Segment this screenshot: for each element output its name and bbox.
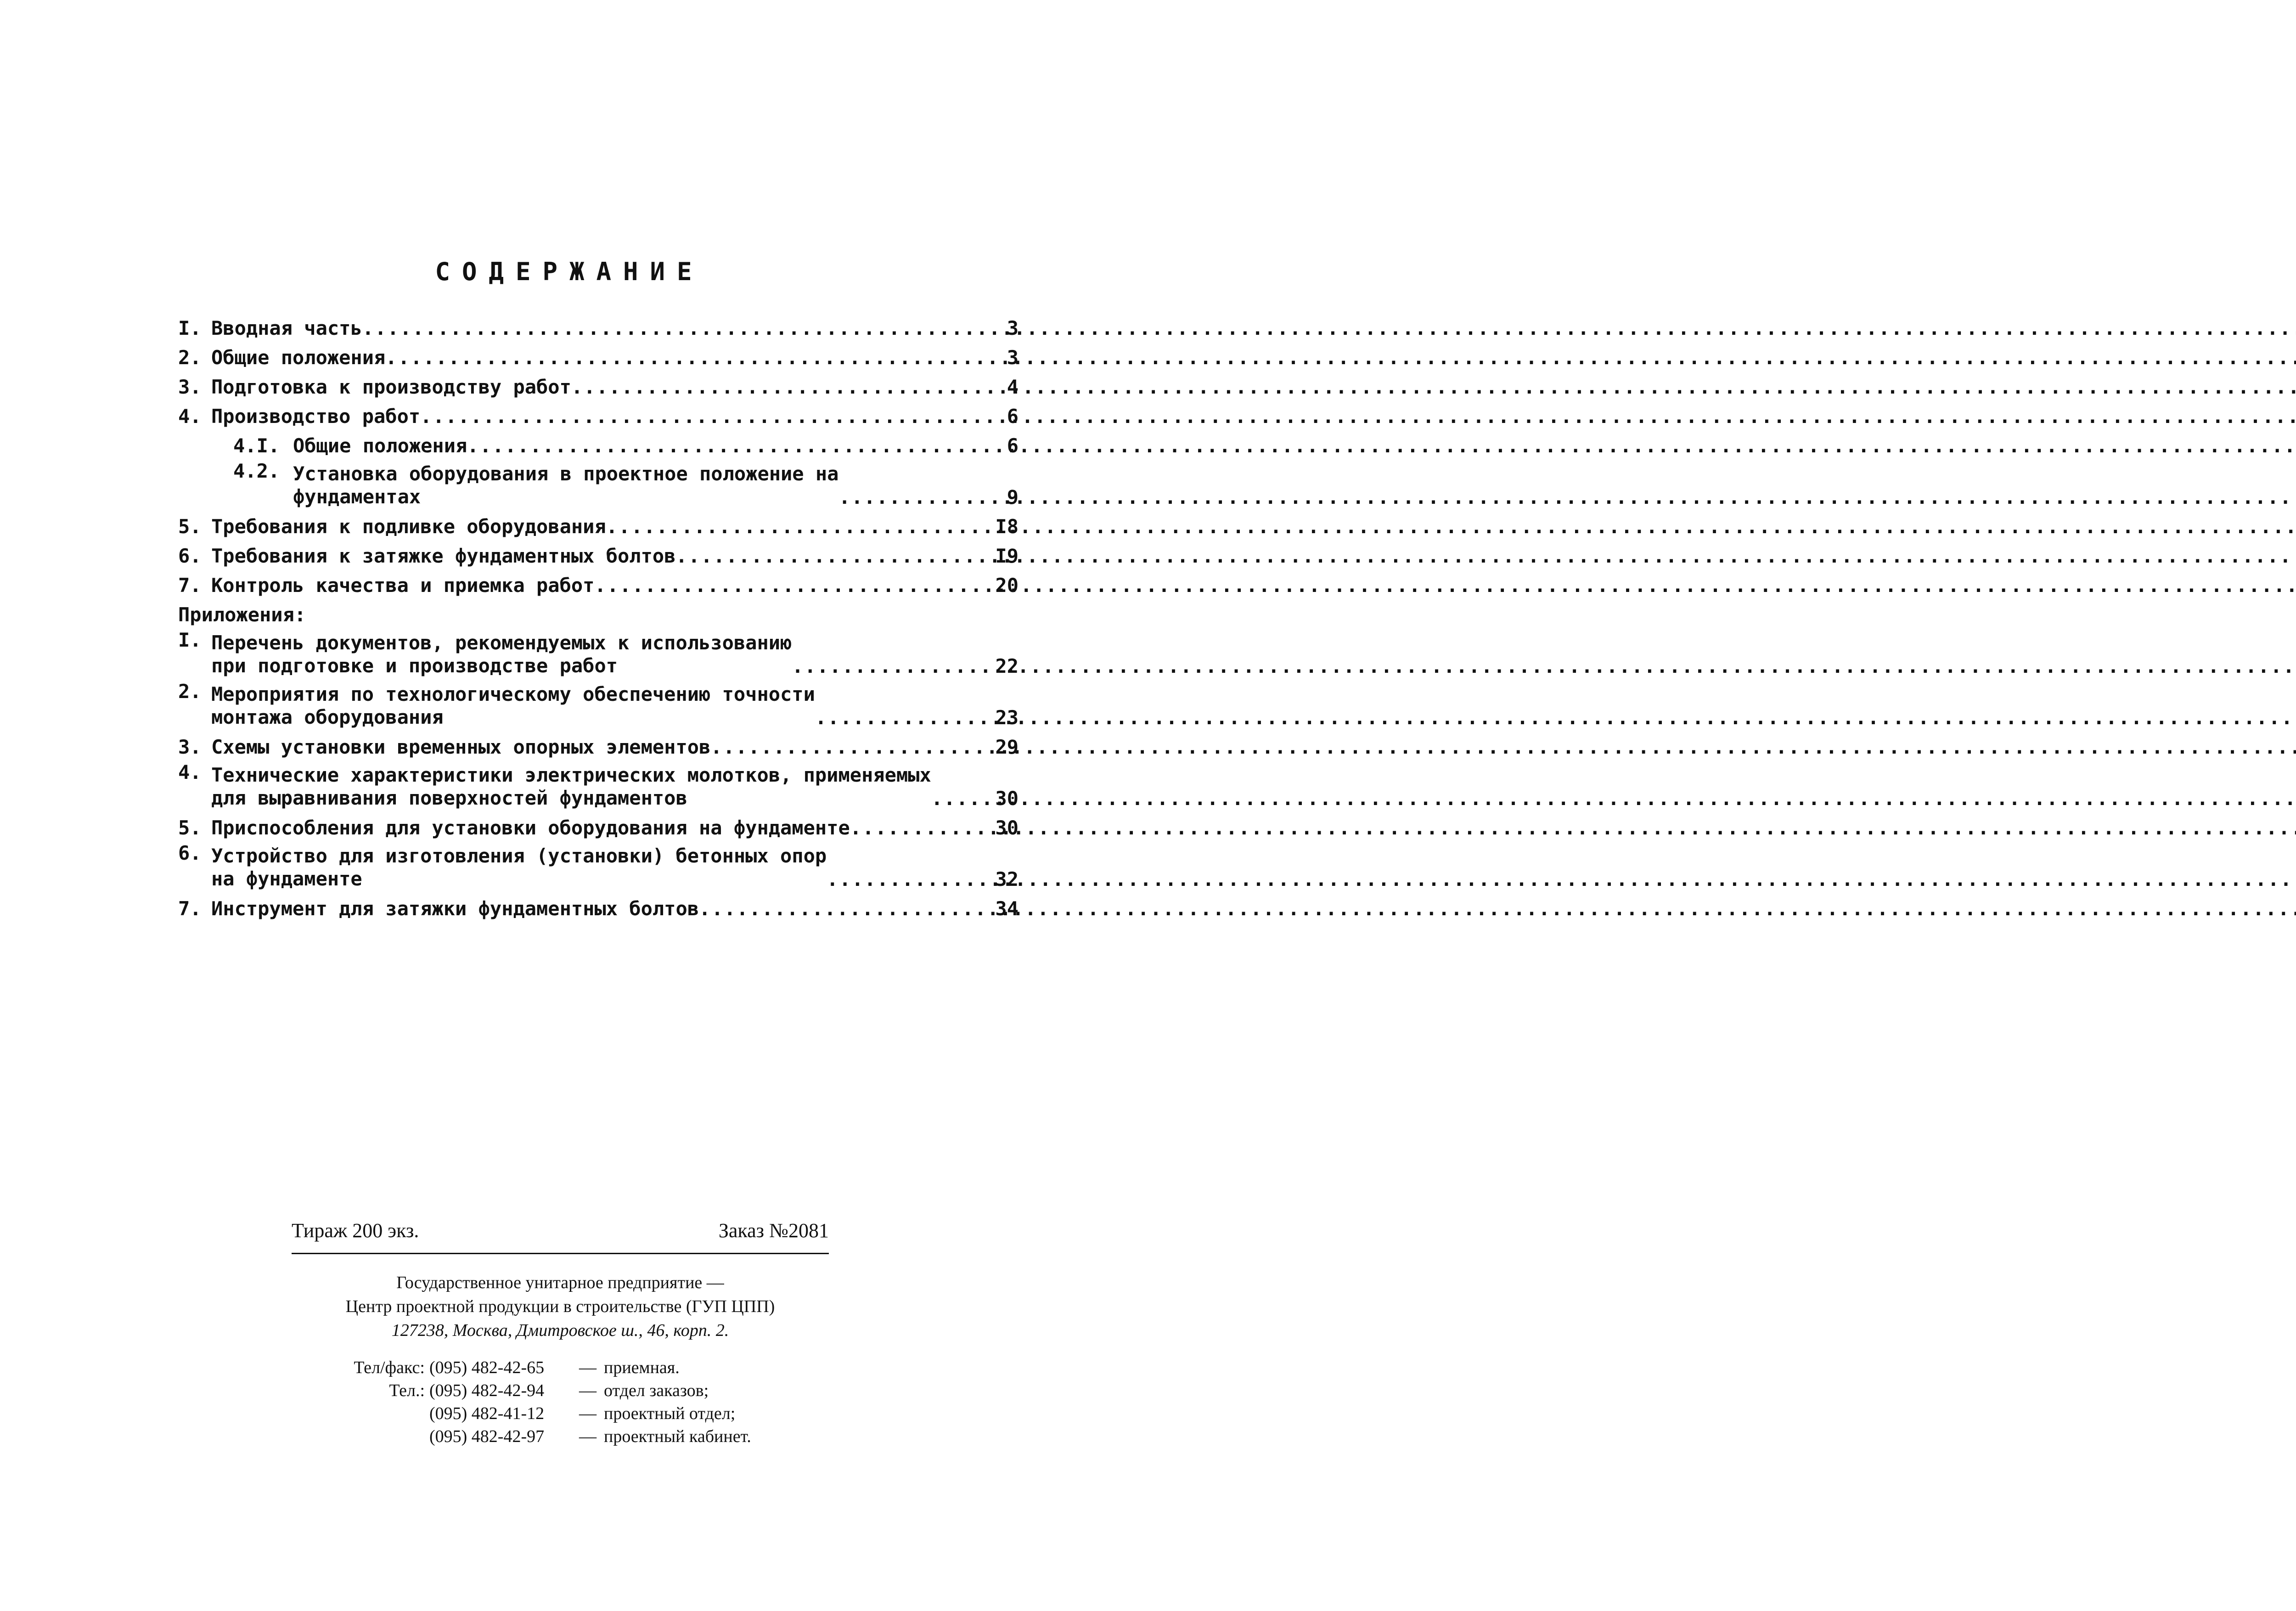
leader-dots xyxy=(815,706,2296,729)
appendix-entry xyxy=(178,626,1019,677)
contact-label xyxy=(292,1402,429,1425)
toc-entry xyxy=(178,310,1019,339)
toc-entry-page: 30 xyxy=(995,787,1019,810)
toc-entry-page: 23 xyxy=(995,706,1019,729)
leader-dots xyxy=(594,574,2296,597)
toc-title: СОДЕРЖАНИЕ xyxy=(435,257,704,286)
appendix-entry xyxy=(178,810,1019,839)
toc-entry-title: Требования к подливке оборудования xyxy=(211,515,606,538)
toc-entry-number: 5. xyxy=(178,817,202,839)
publisher-address: 127238, Москва, Дмитровское ш., 46, корп. 2. xyxy=(391,1321,729,1340)
toc-entry xyxy=(178,508,1019,538)
leader-dots xyxy=(606,515,2296,538)
toc-entry-page: 30 xyxy=(995,817,1019,839)
toc-entry-page: 9 xyxy=(1007,486,1019,508)
toc-entry-number: 7. xyxy=(178,574,202,597)
toc-entry-number: 6. xyxy=(178,545,202,567)
toc-entry xyxy=(178,369,1019,398)
toc-entry-number: 3. xyxy=(178,376,202,398)
order-number: Заказ №2081 xyxy=(718,1219,829,1242)
toc-entry-page: 4 xyxy=(1007,376,1019,398)
toc-entry xyxy=(178,538,1019,567)
contact-phone: (095) 482-41-12 xyxy=(429,1404,545,1423)
toc-entry-number: 2. xyxy=(178,680,202,703)
contact-dash: — xyxy=(579,1381,597,1400)
contact-label xyxy=(292,1425,429,1448)
leader-dots xyxy=(675,545,2296,567)
contact-list xyxy=(292,1356,829,1448)
publisher-line2: Центр проектной продукции в строительстве (ГУП ЦПП) xyxy=(345,1297,775,1316)
toc-entry-page: 3 xyxy=(1007,317,1019,339)
contact-department: проектный отдел; xyxy=(604,1404,736,1423)
toc-entry-page: 29 xyxy=(995,736,1019,758)
toc-entry-number: 3. xyxy=(178,736,202,758)
toc-entry-number: 4.I. xyxy=(233,434,280,457)
contact-dash: — xyxy=(579,1404,597,1423)
leader-dots xyxy=(838,486,2296,508)
document-page xyxy=(0,0,1139,1611)
toc-entry-title: Инструмент для затяжки фундаментных болтов xyxy=(211,897,699,920)
leader-dots xyxy=(710,736,2296,758)
appendix-entry xyxy=(178,677,1019,729)
publisher-line1: Государственное унитарное предприятие — xyxy=(396,1273,724,1292)
toc-entry xyxy=(178,339,1019,369)
contact-row xyxy=(292,1356,829,1379)
imprint-block xyxy=(292,1217,829,1448)
toc-entry-title-line2: монтажа оборудования xyxy=(211,706,444,728)
toc-entry-page: 3 xyxy=(1007,346,1019,369)
appendix-heading: Приложения: xyxy=(178,603,306,626)
toc-entry-title: Приспособления для установки оборудования на фундаменте xyxy=(211,817,850,839)
appendix-entry xyxy=(178,758,1019,810)
contact-row xyxy=(292,1425,829,1448)
toc-entry-number: 6. xyxy=(178,842,202,864)
toc-subentry xyxy=(178,457,1019,508)
toc-entry-title-line1: Мероприятия по технологическому обеспечению точности xyxy=(211,683,815,705)
toc-entry-title-line1: Установка оборудования в проектное положение на xyxy=(293,462,839,485)
toc-entry-page: I9 xyxy=(995,545,1019,567)
toc-entry-number: I. xyxy=(178,629,202,651)
toc-entry xyxy=(178,567,1019,597)
table-of-contents xyxy=(178,310,1019,920)
leader-dots xyxy=(571,376,2296,398)
leader-dots xyxy=(827,868,2296,890)
contact-department: приемная. xyxy=(604,1358,680,1377)
toc-entry-page: 32 xyxy=(995,868,1019,890)
circulation: Тираж 200 экз. xyxy=(292,1219,419,1242)
leader-dots xyxy=(931,787,2296,810)
appendix-entry xyxy=(178,839,1019,890)
contact-dash: — xyxy=(579,1427,597,1446)
toc-entry-title: Подготовка к производству работ xyxy=(211,376,571,398)
toc-entry-page: 22 xyxy=(995,655,1019,677)
toc-entry-number: 5. xyxy=(178,515,202,538)
toc-entry-title-line2: на фундаменте xyxy=(211,867,362,890)
toc-entry-title: Требования к затяжке фундаментных болтов xyxy=(211,545,676,567)
contact-phone: (095) 482-42-97 xyxy=(429,1427,545,1446)
leader-dots xyxy=(699,897,2296,920)
toc-entry-title: Схемы установки временных опорных элементов xyxy=(211,736,711,758)
toc-entry-page: 20 xyxy=(995,574,1019,597)
toc-entry-number: I. xyxy=(178,317,202,339)
contact-department: отдел заказов; xyxy=(604,1381,709,1400)
leader-dots xyxy=(385,346,2296,369)
contact-department: проектный кабинет. xyxy=(604,1427,751,1446)
toc-entry-page: 6 xyxy=(1007,434,1019,457)
contact-label: Тел.: xyxy=(389,1381,425,1400)
divider xyxy=(292,1253,829,1254)
leader-dots xyxy=(420,405,2296,428)
contact-label: Тел/факс: xyxy=(354,1358,425,1377)
toc-entry-title: Вводная часть xyxy=(211,317,362,339)
toc-entry-title-line2: для выравнивания поверхностей фундаментов xyxy=(211,787,687,809)
toc-entry-title-line1: Технические характеристики электрических молотков, применяемых xyxy=(211,764,931,786)
toc-entry-title: Общие положения xyxy=(293,434,467,457)
toc-entry xyxy=(178,398,1019,428)
toc-subentry xyxy=(178,428,1019,457)
toc-entry-page: 34 xyxy=(995,897,1019,920)
toc-entry-title-line1: Перечень документов, рекомендуемых к использованию xyxy=(211,631,792,654)
toc-entry-title-line2: фундаментах xyxy=(293,485,421,508)
appendix-entry xyxy=(178,729,1019,758)
toc-entry-title: Общие положения xyxy=(211,346,386,369)
leader-dots xyxy=(850,817,2296,839)
toc-entry-number: 2. xyxy=(178,346,202,369)
toc-entry-number: 4. xyxy=(178,761,202,783)
leader-dots xyxy=(362,317,2296,339)
appendix-entry xyxy=(178,890,1019,920)
contact-phone: (095) 482-42-94 xyxy=(429,1381,545,1400)
toc-entry-title: Производство работ xyxy=(211,405,421,428)
contact-row xyxy=(292,1379,829,1402)
toc-entry-number: 4. xyxy=(178,405,202,428)
toc-entry-title-line2: при подготовке и производстве работ xyxy=(211,654,618,677)
contact-row xyxy=(292,1402,829,1425)
toc-entry-page: 6 xyxy=(1007,405,1019,428)
toc-entry-title: Контроль качества и приемка работ xyxy=(211,574,595,597)
toc-entry-title-line1: Устройство для изготовления (установки) бетонных опор xyxy=(211,845,827,867)
contact-phone: (095) 482-42-65 xyxy=(429,1358,545,1377)
toc-entry-page: I8 xyxy=(995,515,1019,538)
toc-entry-number: 4.2. xyxy=(233,460,280,482)
leader-dots xyxy=(467,434,2296,457)
contact-dash: — xyxy=(579,1358,597,1377)
toc-entry-number: 7. xyxy=(178,897,202,920)
